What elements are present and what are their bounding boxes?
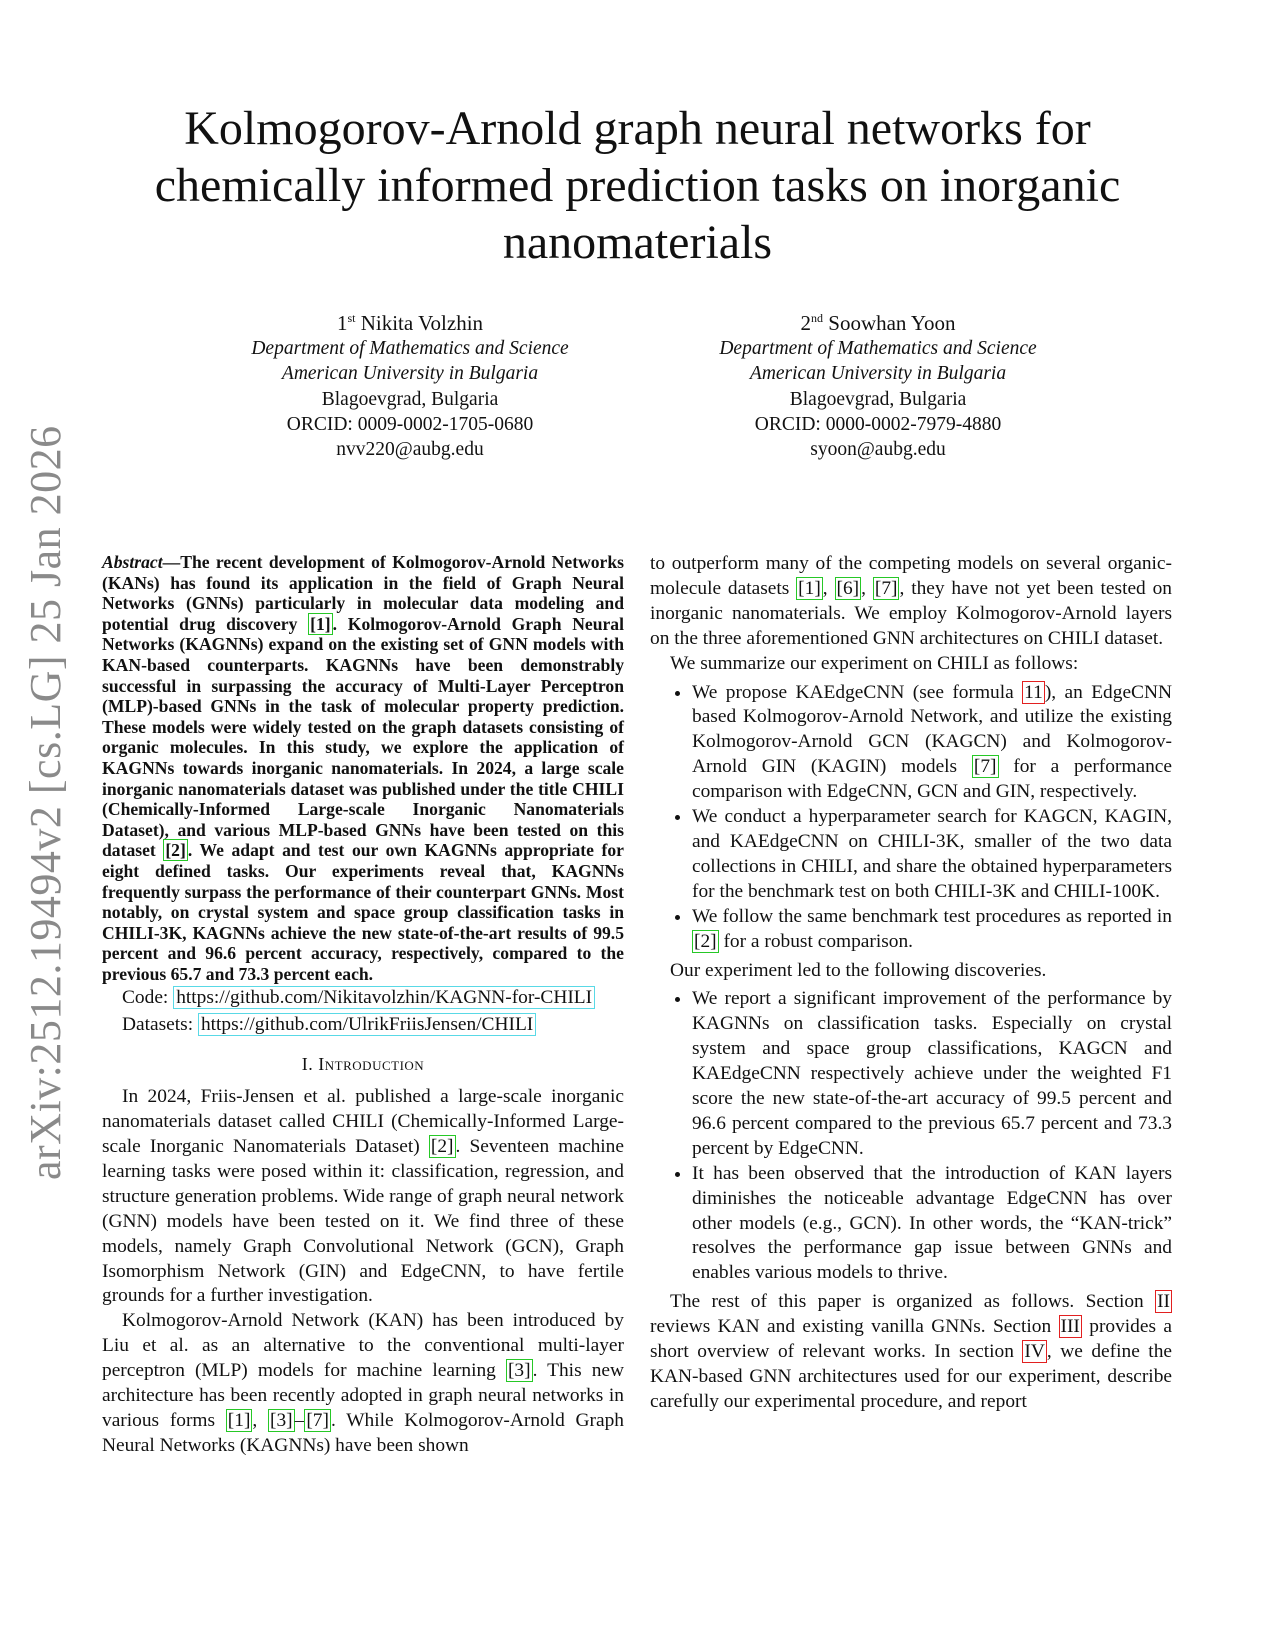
author-block-2 [648, 306, 1108, 462]
citation-link[interactable]: [2] [694, 930, 717, 952]
citation-link[interactable]: [7] [973, 756, 997, 778]
citation-link[interactable]: [1] [798, 577, 821, 599]
list-item: • We conduct a hyperparameter search for KAGCN, KAGIN, and KAEdgeCNN on CHILI-3K, smaller of the two data collections in CHILI, and share the obtained hyperparameters for the benchmark test on both CHILI-3K and CHILI-100K. [692, 805, 1172, 905]
right-paragraph-1: to outperform many of the competing models on several organic-molecule datasets [1] , [6] , [7] , they have not yet been tested on inorganic nanomaterials. We employ Kolmogorov-Arnold layers on the three aforementioned GNN architectures on CHILI dataset. [650, 553, 1173, 649]
citation-link[interactable]: [1] [227, 1409, 251, 1431]
section-heading-introduction: I. Introduction [301, 1054, 425, 1075]
code-label: Code: [122, 987, 169, 1009]
list-item: • We report a significant improvement of the performance by KAGNNs on classification tasks. Especially on crystal system and space group classifications, KAGCN and KAEdgeCNN respectively achieve under the weighted F1 score the new state-of-the-art accuracy of 99.5 percent and 96.6 percent compared to the previous 65.7 percent and 73.3 percent by EdgeCNN. [692, 987, 1172, 1161]
section-ref-link[interactable]: III [1060, 1316, 1080, 1338]
citation-link[interactable]: [2] [165, 840, 186, 861]
citation-link[interactable]: [6] [836, 577, 860, 599]
author-university: American University in Bulgaria [281, 363, 539, 385]
datasets-label: Datasets: [122, 1014, 194, 1036]
paper-title: Kolmogorov-Arnold graph neural networks for chemically informed prediction tasks on inorganic nanomaterials [154, 102, 1121, 269]
arxiv-identifier: arXiv:2512.19494v2 [cs.LG] 25 Jan 2026 [21, 425, 70, 1180]
author-email: nvv220@aubg.edu [336, 439, 484, 461]
author-ordinal: 2 [800, 311, 812, 335]
code-line [102, 986, 624, 1011]
code-url-link[interactable]: https://github.com/Nikitavolzhin/KAGNN-for-CHILI [173, 986, 595, 1009]
author-ordinal-sup: nd [811, 311, 824, 325]
summary-intro: We summarize our experiment on CHILI as follows: [670, 652, 1079, 674]
contribution-list [650, 681, 1172, 955]
datasets-url-link[interactable]: https://github.com/UlrikFriisJensen/CHILI [198, 1013, 536, 1036]
intro-paragraph-2: Kolmogorov-Arnold Network (KAN) has been introduced by Liu et al. as an alternative to the conventional multi-layer perceptron (MLP) models for machine learning [3] . This new architecture has been recently adopted in graph neural networks in various forms [1] , [3] – [7] . While Kolmogorov-Arnold Graph Neural Networks (KAGNNs) have been shown [102, 1310, 624, 1456]
intro-paragraph-1: In 2024, Friis-Jensen et al. published a large-scale inorganic nanomaterials dataset called CHILI (Chemically-Informed Large-scale Inorganic Nanomaterials Dataset) [2] . Seventeen machine learning tasks were posed within it: classification, regression, and structure generation problems. Wide range of graph neural network (GNN) models have been tested on it. We find three of these models, namely Graph Convolutional Network (GCN), Graph Isomorphism Network (GIN) and EdgeCNN, to have fertile grounds for a further investigation. [102, 1086, 624, 1307]
author-orcid: ORCID: 0000-0002-7979-4880 [754, 413, 1002, 435]
formula-ref-link[interactable]: 11 [1024, 681, 1043, 703]
abstract-lead: Abstract [102, 552, 163, 572]
author-name: Soowhan Yoon [828, 311, 956, 335]
author-name: Nikita Volzhin [360, 311, 484, 335]
citation-link[interactable]: [7] [306, 1409, 329, 1431]
right-column [650, 552, 1172, 1415]
citation-link[interactable]: [1] [310, 613, 331, 634]
author-location: Blagoevgrad, Bulgaria [321, 388, 499, 410]
list-item: • We propose KAEdgeCNN (see formula 11 ), an EdgeCNN based Kolmogorov-Arnold Network, and utilize the existing Kolmogorov-Arnold GCN (KAGCN) and Kolmogorov-Arnold GIN (KAGIN) models [7] for a performance comparison with EdgeCNN, GCN and GIN, respectively. [692, 681, 1172, 806]
citation-link[interactable]: [3] [507, 1360, 531, 1382]
discoveries-list [650, 987, 1172, 1286]
discoveries-intro: Our experiment led to the following discoveries. [670, 959, 1047, 981]
list-item: • It has been observed that the introduction of KAN layers diminishes the noticeable advantage EdgeCNN has over other models (e.g., GCN). In other words, the “KAN-trick” resolves the performance gap issue between GNNs and enables various models to thrive. [692, 1162, 1172, 1287]
datasets-line [102, 1013, 624, 1038]
author-ordinal-sup: st [347, 311, 356, 325]
author-department: Department of Mathematics and Science [719, 338, 1037, 360]
author-email: syoon@aubg.edu [810, 439, 946, 461]
citation-link[interactable]: [7] [874, 577, 898, 599]
citation-link[interactable]: [3] [270, 1409, 293, 1431]
abstract: Abstract—The recent development of Kolmogorov-Arnold Networks (KANs) has found its application in the field of Graph Neural Networks (GNNs) particularly in molecular data modeling and potential drug discovery [1] . Kolmogorov-Arnold Graph Neural Networks (KAGNNs) expand on the existing set of GNN models with KAN-based counterparts. KAGNNs have been demonstrably successful in surpassing the accuracy of Multi-Layer Perceptron (MLP)-based GNNs in the task of molecular property prediction. These models were widely tested on the graph datasets consisting of organic molecules. In this study, we explore the application of KAGNNs towards inorganic nanomaterials. In 2024, a large scale inorganic nanomaterials dataset was published under the title CHILI (Chemically-Informed Large-scale Inorganic Nanomaterials Dataset), and various MLP-based GNNs have been tested on this dataset [2] . We adapt and test our own KAGNNs appropriate for eight defined tasks. Our experiments reveal that, KAGNNs frequently surpass the performance of their counterpart GNNs. Most notably, on crystal system and space group classification tasks in CHILI-3K, KAGNNs achieve the new state-of-the-art results of 99.5 percent and 96.6 percent accuracy, respectively, compared to the previous 65.7 and 73.3 percent each. [102, 552, 624, 984]
section-ref-link[interactable]: IV [1024, 1341, 1045, 1363]
section-ref-link[interactable]: II [1157, 1291, 1170, 1313]
list-item: • We follow the same benchmark test procedures as reported in [2] for a robust comparison. [692, 905, 1172, 955]
citation-link[interactable]: [2] [430, 1136, 454, 1157]
author-location: Blagoevgrad, Bulgaria [789, 388, 967, 410]
author-orcid: ORCID: 0009-0002-1705-0680 [286, 413, 534, 435]
author-department: Department of Mathematics and Science [251, 338, 569, 360]
author-university: American University in Bulgaria [749, 363, 1007, 385]
left-column [102, 552, 624, 1459]
final-paragraph: The rest of this paper is organized as follows. Section II reviews KAN and existing vanilla GNNs. Section III provides a short overview of relevant works. In section IV , we define the KAN-based GNN architectures used for our experiment, describe carefully our experimental procedure, and report [650, 1291, 1172, 1412]
author-ordinal: 1 [336, 311, 348, 335]
author-block-1 [180, 306, 640, 462]
